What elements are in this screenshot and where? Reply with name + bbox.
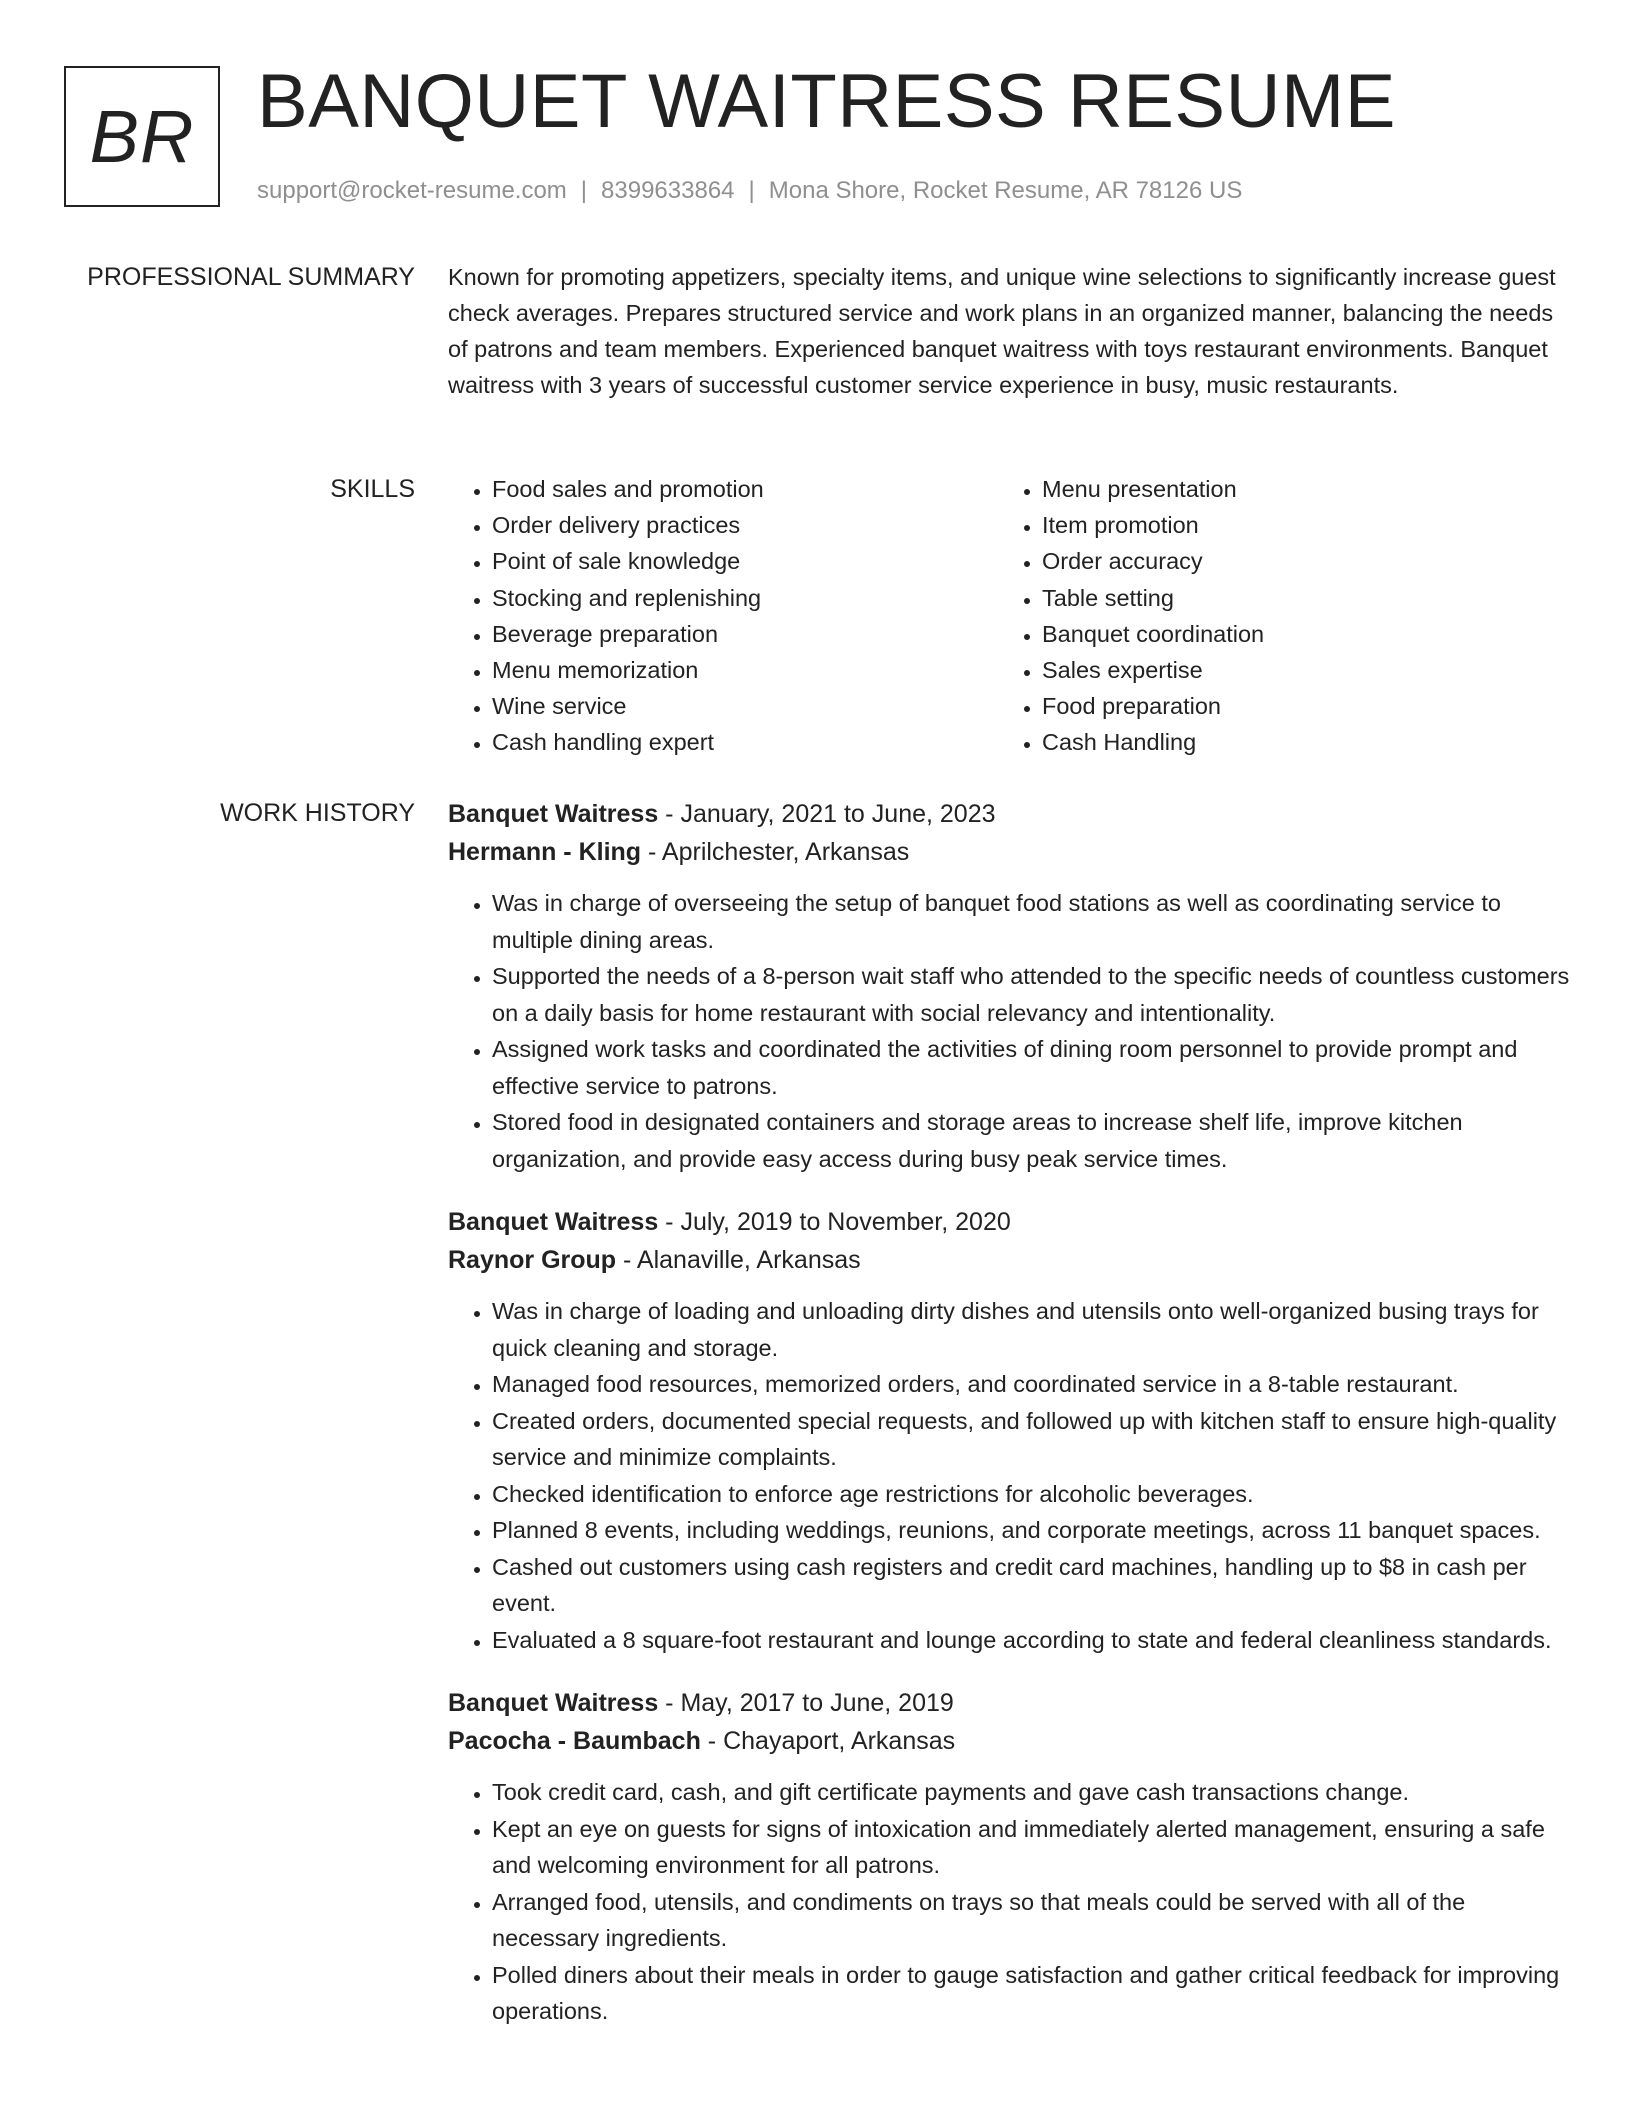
job-bullets	[448, 885, 1570, 1177]
job-entry	[448, 1203, 1570, 1658]
work-history-body	[448, 795, 1570, 2056]
contact-address: Mona Shore, Rocket Resume, AR 78126 US	[768, 177, 1243, 204]
skill-item: • Table setting	[1042, 580, 1548, 616]
summary-body	[448, 259, 1570, 403]
job-title: Banquet Waitress	[448, 800, 659, 828]
job-bullet: • Managed food resources, memorized orders, and coordinated service in a 8-table restaurant.	[492, 1366, 1570, 1403]
skills-body	[448, 471, 1570, 761]
job-entry	[448, 795, 1570, 1177]
job-dates: - January, 2021 to June, 2023	[658, 800, 996, 828]
job-bullet: • Arranged food, utensils, and condiments on trays so that meals could be served with all of the necessary ingredients.	[492, 1884, 1570, 1957]
job-bullet: • Was in charge of overseeing the setup of banquet food stations as well as coordinating service to multiple dining areas.	[492, 885, 1570, 958]
job-entry	[448, 1684, 1570, 2030]
summary-heading: PROFESSIONAL SUMMARY	[87, 263, 415, 291]
skill-item: • Sales expertise	[1042, 652, 1548, 688]
job-location: - Aprilchester, Arkansas	[641, 838, 910, 866]
resume-title: BANQUET WAITRESS RESUME	[257, 59, 1396, 144]
skills-columns	[448, 471, 1570, 761]
contact-phone[interactable]: 8399633864	[601, 177, 735, 204]
skill-item: • Cash Handling	[1042, 724, 1548, 760]
job-bullet: • Was in charge of loading and unloading dirty dishes and utensils onto well-organized busing trays for quick cleaning and storage.	[492, 1293, 1570, 1366]
skill-item: • Order accuracy	[1042, 543, 1548, 579]
job-title: Banquet Waitress	[448, 1208, 659, 1236]
summary-text: Known for promoting appetizers, specialty items, and unique wine selections to significantly increase guest check averages. Prepares structured service and work plans in an organized manner, balancing the needs of patrons and team members. Experienced banquet waitress with toys restaurant environments. Banquet waitress with 3 years of successful customer service experience in busy, music restaurants.	[448, 264, 1556, 398]
job-bullet: • Created orders, documented special requests, and followed up with kitchen staff to ensure high-quality service and minimize complaints.	[492, 1403, 1570, 1476]
job-title-line	[448, 795, 1570, 833]
skill-item: • Wine service	[492, 688, 998, 724]
job-bullet: • Planned 8 events, including weddings, reunions, and corporate meetings, across 11 banquet spaces.	[492, 1512, 1570, 1549]
skill-item: • Menu memorization	[492, 652, 998, 688]
contact-email[interactable]: support@rocket-resume.com	[257, 177, 567, 204]
work-history-heading: WORK HISTORY	[220, 799, 415, 827]
job-company-line	[448, 1722, 1570, 1760]
job-title-line	[448, 1203, 1570, 1241]
skill-item: • Item promotion	[1042, 507, 1548, 543]
job-company-line	[448, 1241, 1570, 1279]
job-bullet: • Kept an eye on guests for signs of intoxication and immediately alerted management, ensuring a safe and welcoming environment for all patrons.	[492, 1811, 1570, 1884]
skill-item: • Banquet coordination	[1042, 616, 1548, 652]
contact-line	[257, 174, 1242, 208]
job-bullet: • Stored food in designated containers and storage areas to increase shelf life, improve kitchen organization, and provide easy access during busy peak service times.	[492, 1104, 1570, 1177]
skill-item: • Menu presentation	[1042, 471, 1548, 507]
job-bullets	[448, 1293, 1570, 1658]
contact-separator: |	[748, 177, 755, 204]
skills-list-left	[448, 471, 998, 761]
skills-heading: SKILLS	[330, 475, 415, 503]
skill-item: • Order delivery practices	[492, 507, 998, 543]
job-location: - Chayaport, Arkansas	[700, 1727, 956, 1755]
monogram-logo: BR	[64, 66, 220, 207]
job-dates: - July, 2019 to November, 2020	[658, 1208, 1011, 1236]
job-bullet: • Checked identification to enforce age restrictions for alcoholic beverages.	[492, 1476, 1570, 1513]
job-title-line	[448, 1684, 1570, 1722]
job-bullet: • Cashed out customers using cash registers and credit card machines, handling up to $8 in cash per event.	[492, 1549, 1570, 1622]
skill-item: • Stocking and replenishing	[492, 580, 998, 616]
job-dates: - May, 2017 to June, 2019	[658, 1689, 954, 1717]
job-bullets	[448, 1774, 1570, 2030]
job-company: Hermann - Kling	[448, 838, 642, 866]
skills-list-right	[998, 471, 1548, 761]
job-bullet: • Supported the needs of a 8-person wait staff who attended to the specific needs of countless customers on a daily basis for home restaurant with social relevancy and intentionality.	[492, 958, 1570, 1031]
job-company-line	[448, 833, 1570, 871]
contact-separator: |	[580, 177, 588, 204]
job-company: Pacocha - Baumbach	[448, 1727, 701, 1755]
skill-item: • Food sales and promotion	[492, 471, 998, 507]
job-bullet: • Took credit card, cash, and gift certificate payments and gave cash transactions change.	[492, 1774, 1570, 1811]
skill-item: • Point of sale knowledge	[492, 543, 998, 579]
job-bullet: • Assigned work tasks and coordinated the activities of dining room personnel to provide prompt and effective service to patrons.	[492, 1031, 1570, 1104]
skill-item: • Beverage preparation	[492, 616, 998, 652]
job-location: - Alanaville, Arkansas	[616, 1246, 861, 1274]
job-company: Raynor Group	[448, 1246, 617, 1274]
skill-item: • Food preparation	[1042, 688, 1548, 724]
job-title: Banquet Waitress	[448, 1689, 659, 1717]
job-bullet: • Evaluated a 8 square-foot restaurant and lounge according to state and federal cleanliness standards.	[492, 1622, 1570, 1659]
skill-item: • Cash handling expert	[492, 724, 998, 760]
job-bullet: • Polled diners about their meals in order to gauge satisfaction and gather critical feedback for improving operations.	[492, 1957, 1570, 2030]
